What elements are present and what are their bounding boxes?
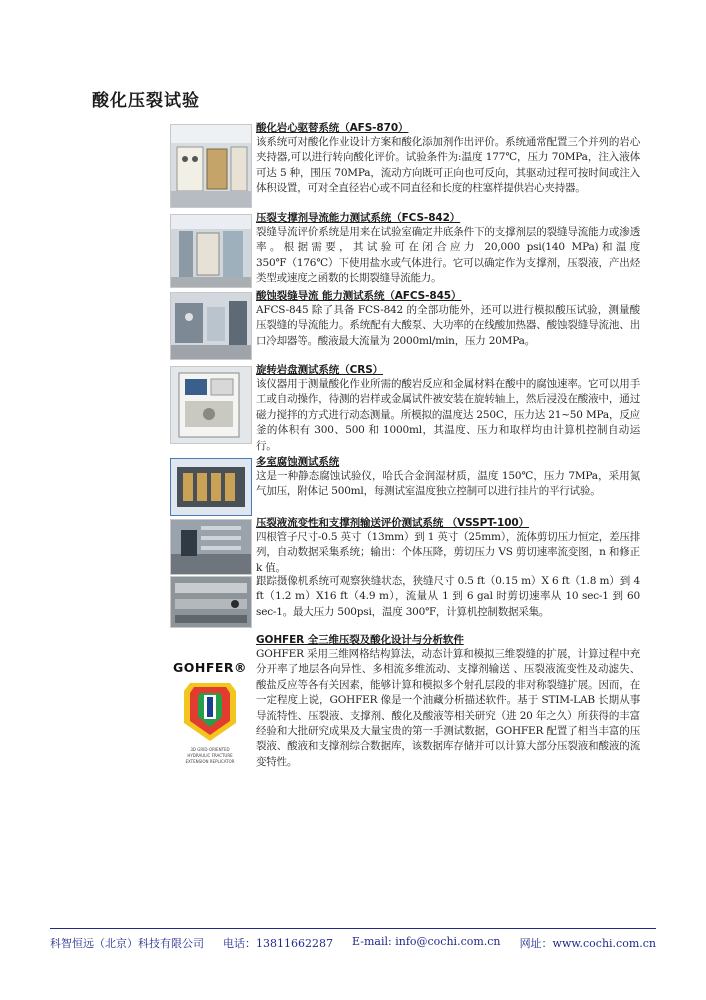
afcs-845-photo — [170, 292, 252, 360]
footer-phone: 电话：13811662287 — [223, 937, 334, 950]
section-title: 旋转岩盘测试系统（CRS） — [256, 364, 384, 376]
footer-company: 科智恒远（北京）科技有限公司 — [50, 937, 204, 950]
slot-camera-photo — [170, 576, 252, 628]
section-body: 该仪器用于测量酸化作业所需的酸岩反应和金属材料在酸中的腐蚀速率。它可以用手工或自动操作，待测的岩样或金属试件被安装在旋转轴上，然后浸没在酸液中，通过磁力搅拌的方式进行动态测量。所模拟的温度达 250C，压力达 21~50 MPa，反应釜的体积有 300、500 和 1000ml，其温度、压力和取样均由计算机控制自动运行。 — [256, 378, 640, 452]
multi-chamber-photo — [170, 458, 252, 516]
section-title: 多室腐蚀测试系统 — [256, 456, 340, 468]
footer-website: 网址：www.cochi.com.cn — [519, 937, 656, 950]
gohfer-caption-2: HYDRAULIC FRACTURE — [187, 753, 233, 758]
section-body: 四根管子尺寸-0.5 英寸（13mm）到 1 英寸（25mm），流体剪切压力恒定，差压排列，自动数据采集系统；输出：个体压降，剪切压力 VS 剪切速率流变图，n 和修正 k 值。 — [256, 531, 640, 574]
page-footer — [50, 928, 656, 951]
section-title: 酸化岩心驱替系统（AFS-870） — [256, 122, 409, 134]
section-title: 酸蚀裂缝导流 能力测试系统（AFCS-845） — [256, 290, 462, 302]
crs-photo — [170, 366, 252, 444]
footer-email: E-mail: info@cochi.com.cn — [352, 935, 501, 948]
section-body: 跟踪摄像机系统可观察狭缝状态，狭缝尺寸 0.5 ft（0.15 m）X 6 ft（1.8 m）到 4 ft（1.2 m）X16 ft（4.9 m），流量从 1 到 6 gal 时剪切速率从 10 sec-1 到 60 sec-1。最大压力 500psi，温度 300℉，计算机控制数据采集。 — [256, 575, 640, 618]
gohfer-emblem-icon — [170, 675, 250, 771]
page-title: 酸化压裂试验 — [92, 91, 200, 111]
section-title: 压裂支撑剂导流能力测试系统（FCS-842） — [256, 212, 461, 224]
section-body: AFCS-845 除了具备 FCS-842 的全部功能外，还可以进行模拟酸压试验，测量酸压裂缝的导流能力。系统配有大酸泵、大功率的在线酸加热器、酸蚀裂缝导流池、出口冷却器等。酸液最大流量为 2000ml/min，压力 20MPa。 — [256, 304, 640, 347]
gohfer-logo — [170, 660, 250, 770]
fcs-842-photo — [170, 214, 252, 288]
gohfer-caption-1: 3D GRID-ORIENTED — [190, 747, 230, 752]
section-title: GOHFER 全三维压裂及酸化设计与分析软件 — [256, 634, 464, 646]
afs-870-photo — [170, 124, 252, 208]
section-body: 裂缝导流评价系统是用来在试验室确定井底条件下的支撑剂层的裂缝导流能力或渗透率。根据需要，其试验可在闭合应力 20,000 psi(140 MPa)和温度 350℉（176℃）下使用盐水或气体进行。它可以确定作为支撑剂，压裂液，产出烃类型或速度之函数的长期裂缝导流能力。 — [256, 226, 640, 285]
section-body: GOHFER 采用三维网格结构算法，动态计算和模拟三维裂缝的扩展，计算过程中充分开率了地层各向异性、多相流多维流动、支撑剂输送 、压裂液流变性及动滤失、酸盐反应等各有关因素，能够计算和模拟多个射孔层段的非对称裂缝扩展。因而，在一定程度上说，GOHFER 像是一个油藏分析描述软件。基于 STIM-LAB 长期从事导流特性、压裂液、支撑剂、酸化及酸液等相关研究（进 20 年之久）所获得的丰富经验和大批研究成果及大量宝贵的第一手测试数据，GOHFER 配置了相当丰富的压裂液、酸液和支撑剂综合数据库，该数据库存储并可以计算大部分压裂液和酸液的流变特性。 — [256, 648, 640, 768]
vsspt-100-photo — [170, 519, 252, 575]
section-body: 该系统可对酸化作业设计方案和酸化添加剂作出评价。系统通常配置三个并列的岩心夹持器,可以进行转向酸化评价。试验条件为:温度 177℃，压力 70MPa，注入液体可达 5 种，围压 70MPa，流动方向既可正向也可反向，其驱动过程可按时间或注入体积设置，可对全直径岩心或不同直径和长度的柱塞样提供岩心夹持器。 — [256, 136, 640, 195]
gohfer-caption-3: EXTENSION REPLICATOR — [185, 759, 235, 764]
section-body: 这是一种静态腐蚀试验仪，哈氏合金润湿材质，温度 150℃，压力 7MPa，采用氮气加压，附体记 500ml，每测试室温度独立控制可以进行挂片的平行试验。 — [256, 470, 640, 498]
gohfer-logo-word: GOHFER® — [172, 660, 248, 675]
section-title: 压裂液流变性和支撑剂输送评价测试系统 （VSSPT-100） — [256, 517, 530, 529]
